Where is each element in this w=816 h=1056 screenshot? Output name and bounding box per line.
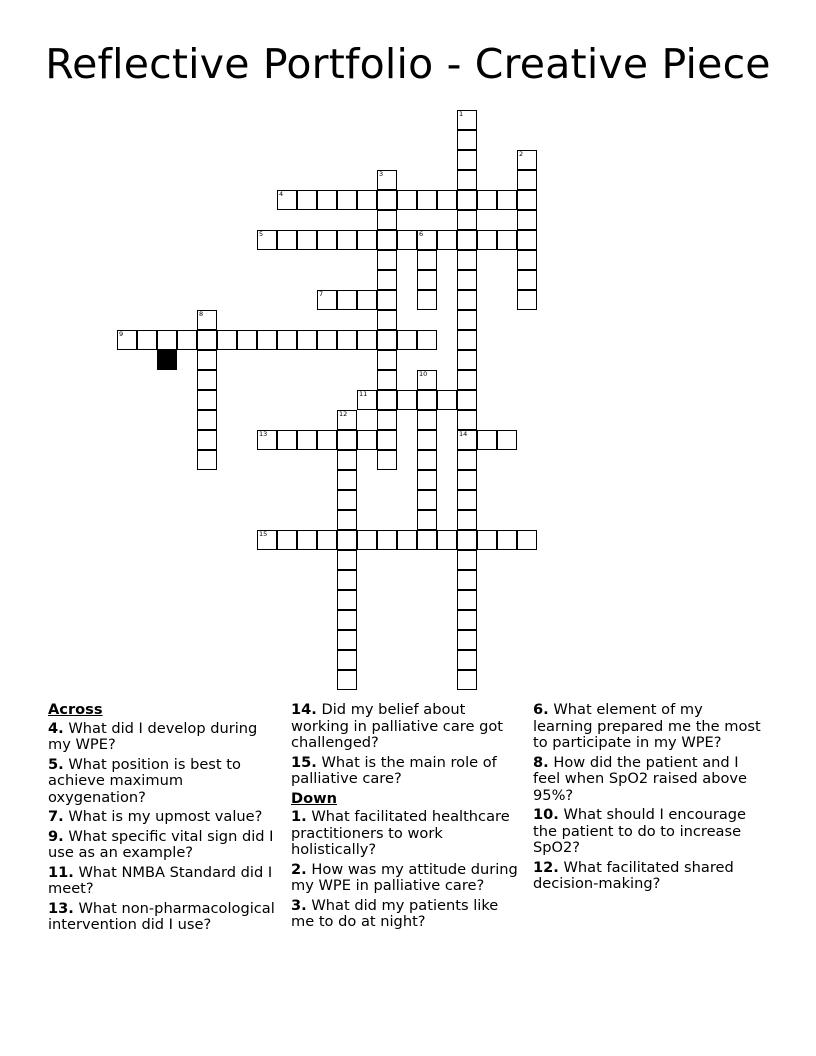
grid-cell[interactable] (457, 130, 477, 150)
grid-cell[interactable] (417, 390, 437, 410)
grid-cell[interactable] (357, 230, 377, 250)
grid-cell[interactable] (417, 250, 437, 270)
grid-cell[interactable] (357, 430, 377, 450)
grid-cell[interactable] (517, 290, 537, 310)
grid-cell[interactable] (457, 310, 477, 330)
grid-cell[interactable] (197, 310, 217, 330)
cell-number: 15 (259, 530, 268, 538)
clue-across-7: 7. What is my upmost value? (48, 808, 263, 825)
grid-cell[interactable] (377, 450, 397, 470)
grid-cell[interactable] (337, 490, 357, 510)
grid-cell[interactable] (457, 390, 477, 410)
grid-cell[interactable] (257, 230, 277, 250)
cell-number: 8 (199, 310, 204, 318)
clue-across-9: 9. What specific vital sign did I use as an example? (48, 827, 274, 861)
grid-cell[interactable] (417, 430, 437, 450)
grid-cell[interactable] (337, 510, 357, 530)
clue-down-6: 6. What element of my learning prepared me the most to participate in my WPE? (533, 701, 761, 751)
grid-cell[interactable] (377, 230, 397, 250)
grid-cell[interactable] (337, 530, 357, 550)
grid-cell[interactable] (477, 530, 497, 550)
clue-across-4: 4. What did I develop during my WPE? (48, 719, 258, 753)
grid-cell[interactable] (377, 430, 397, 450)
grid-cell[interactable] (197, 390, 217, 410)
grid-cell[interactable] (517, 150, 537, 170)
grid-cell[interactable] (457, 650, 477, 670)
grid-cell[interactable] (517, 270, 537, 290)
grid-cell[interactable] (357, 190, 377, 210)
grid-cell[interactable] (237, 330, 257, 350)
grid-cell[interactable] (257, 530, 277, 550)
across-heading: Across (48, 701, 103, 718)
grid-cell[interactable] (297, 330, 317, 350)
grid-cell[interactable] (257, 330, 277, 350)
grid-cell[interactable] (337, 410, 357, 430)
grid-cell[interactable] (377, 530, 397, 550)
grid-cell[interactable] (197, 370, 217, 390)
grid-cell[interactable] (477, 230, 497, 250)
clue-across-11: 11. What NMBA Standard did I meet? (48, 863, 273, 897)
cell-number: 11 (359, 390, 368, 398)
grid-cell[interactable] (337, 430, 357, 450)
cell-number: 2 (519, 150, 524, 158)
grid-cell[interactable] (277, 230, 297, 250)
grid-cell[interactable] (337, 450, 357, 470)
clues-column-1 (48, 702, 280, 937)
grid-cell[interactable] (417, 510, 437, 530)
grid-cell[interactable] (477, 190, 497, 210)
grid-cell[interactable] (397, 530, 417, 550)
cell-number: 1 (459, 110, 464, 118)
grid-cell[interactable] (377, 370, 397, 390)
grid-cell[interactable] (417, 370, 437, 390)
grid-cell[interactable] (457, 330, 477, 350)
grid-cell[interactable] (417, 190, 437, 210)
grid-cell[interactable] (457, 110, 477, 130)
grid-cell[interactable] (397, 330, 417, 350)
grid-cell[interactable] (457, 590, 477, 610)
grid-cell[interactable] (417, 470, 437, 490)
grid-cell[interactable] (337, 230, 357, 250)
clue-down-3: 3. What did my patients like me to do at night? (291, 896, 499, 930)
grid-cell[interactable] (397, 230, 417, 250)
grid-cell[interactable] (317, 190, 337, 210)
grid-cell[interactable] (377, 390, 397, 410)
grid-cell[interactable] (337, 570, 357, 590)
grid-cell[interactable] (277, 430, 297, 450)
grid-cell[interactable] (337, 470, 357, 490)
page-title: Reflective Portfolio - Creative Piece (45, 40, 771, 88)
clue-down-12: 12. What facilitated shared decision-making? (533, 858, 734, 892)
grid-cell[interactable] (457, 490, 477, 510)
grid-cell[interactable] (457, 230, 477, 250)
grid-cell[interactable] (437, 230, 457, 250)
grid-cell[interactable] (337, 550, 357, 570)
clues-column-2 (291, 702, 523, 934)
grid-cell[interactable] (457, 530, 477, 550)
grid-cell[interactable] (297, 190, 317, 210)
grid-cell[interactable] (337, 610, 357, 630)
grid-cell[interactable] (297, 230, 317, 250)
grid-cell[interactable] (377, 170, 397, 190)
grid-cell[interactable] (337, 630, 357, 650)
clue-down-8: 8. How did the patient and I feel when SpO2 raised above 95%? (533, 753, 748, 804)
grid-cell[interactable] (177, 330, 197, 350)
clue-across-15: 15. What is the main role of palliative care? (291, 753, 497, 787)
cell-number: 14 (459, 430, 468, 438)
grid-cell[interactable] (497, 230, 517, 250)
grid-cell[interactable] (197, 430, 217, 450)
grid-cell[interactable] (357, 390, 377, 410)
cell-number: 13 (259, 430, 268, 438)
grid-cell[interactable] (157, 330, 177, 350)
grid-cell[interactable] (197, 410, 217, 430)
grid-cell[interactable] (477, 430, 497, 450)
cell-number: 3 (379, 170, 384, 178)
grid-cell[interactable] (517, 530, 537, 550)
grid-cell[interactable] (397, 190, 417, 210)
grid-cell[interactable] (377, 290, 397, 310)
grid-cell[interactable] (317, 330, 337, 350)
grid-cell[interactable] (297, 530, 317, 550)
grid-cell[interactable] (457, 270, 477, 290)
grid-cell[interactable] (457, 430, 477, 450)
grid-cell[interactable] (417, 410, 437, 430)
grid-cell[interactable] (337, 650, 357, 670)
grid-cell[interactable] (457, 170, 477, 190)
grid-cell[interactable] (457, 570, 477, 590)
grid-cell[interactable] (457, 450, 477, 470)
grid-cell[interactable] (377, 270, 397, 290)
clue-across-13: 13. What non-pharmacological intervention did I use? (48, 899, 275, 933)
down-heading: Down (291, 789, 338, 807)
grid-cell[interactable] (357, 290, 377, 310)
grid-cell[interactable] (197, 350, 217, 370)
grid-cell[interactable] (457, 470, 477, 490)
grid-cell[interactable] (417, 330, 437, 350)
grid-cell[interactable] (417, 450, 437, 470)
cell-number: 6 (419, 230, 424, 238)
clue-across-5: 5. What position is best to achieve maximum oxygenation? (48, 755, 241, 806)
grid-cell[interactable] (197, 330, 217, 350)
cell-number: 9 (119, 330, 124, 338)
grid-cell[interactable] (317, 530, 337, 550)
grid-cell[interactable] (337, 290, 357, 310)
cell-number: 5 (259, 230, 264, 238)
grid-cell[interactable] (257, 430, 277, 450)
grid-cell[interactable] (417, 230, 437, 250)
grid-cell[interactable] (417, 270, 437, 290)
grid-cell[interactable] (457, 370, 477, 390)
grid-cell[interactable] (337, 190, 357, 210)
grid-cell[interactable] (117, 330, 137, 350)
grid-cell[interactable] (377, 190, 397, 210)
grid-cell[interactable] (437, 390, 457, 410)
black-cell (157, 350, 177, 370)
grid-cell[interactable] (457, 670, 477, 690)
grid-cell[interactable] (457, 190, 477, 210)
grid-cell[interactable] (317, 290, 337, 310)
clue-down-10: 10. What should I encourage the patient to do to increase SpO2? (533, 806, 747, 856)
grid-cell[interactable] (377, 330, 397, 350)
grid-cell[interactable] (457, 410, 477, 430)
grid-cell[interactable] (457, 630, 477, 650)
grid-cell[interactable] (457, 550, 477, 570)
clues-column-3 (533, 702, 765, 896)
grid-cell[interactable] (137, 330, 157, 350)
grid-cell[interactable] (377, 250, 397, 270)
cell-number: 7 (319, 290, 324, 298)
cell-number: 10 (419, 370, 428, 378)
clue-down-1: 1. What facilitated healthcare practitioners to work holistically? (291, 808, 510, 858)
grid-cell[interactable] (357, 530, 377, 550)
grid-cell[interactable] (517, 210, 537, 230)
grid-cell[interactable] (217, 330, 237, 350)
grid-cell[interactable] (437, 190, 457, 210)
clue-down-2: 2. How was my attitude during my WPE in palliative care? (291, 860, 518, 894)
grid-cell[interactable] (457, 150, 477, 170)
cell-number: 4 (279, 190, 284, 198)
grid-cell[interactable] (497, 190, 517, 210)
cell-number: 12 (339, 410, 348, 418)
grid-cell[interactable] (457, 610, 477, 630)
grid-cell[interactable] (457, 210, 477, 230)
grid-cell[interactable] (297, 430, 317, 450)
grid-cell[interactable] (277, 530, 297, 550)
grid-cell[interactable] (517, 190, 537, 210)
grid-cell[interactable] (457, 290, 477, 310)
grid-cell[interactable] (377, 210, 397, 230)
grid-cell[interactable] (337, 590, 357, 610)
grid-cell[interactable] (517, 170, 537, 190)
clue-across-14: 14. Did my belief about working in palliative care got challenged? (291, 701, 503, 751)
grid-cell[interactable] (277, 190, 297, 210)
grid-cell[interactable] (357, 330, 377, 350)
grid-cell[interactable] (377, 350, 397, 370)
grid-cell[interactable] (497, 430, 517, 450)
grid-cell[interactable] (437, 530, 457, 550)
grid-cell[interactable] (317, 430, 337, 450)
grid-cell[interactable] (377, 310, 397, 330)
grid-cell[interactable] (417, 490, 437, 510)
grid-cell[interactable] (517, 250, 537, 270)
grid-cell[interactable] (417, 290, 437, 310)
grid-cell[interactable] (457, 350, 477, 370)
grid-cell[interactable] (277, 330, 297, 350)
grid-cell[interactable] (497, 530, 517, 550)
grid-cell[interactable] (197, 450, 217, 470)
grid-cell[interactable] (337, 330, 357, 350)
grid-cell[interactable] (337, 670, 357, 690)
grid-cell[interactable] (457, 510, 477, 530)
grid-cell[interactable] (517, 230, 537, 250)
grid-cell[interactable] (317, 230, 337, 250)
grid-cell[interactable] (457, 250, 477, 270)
grid-cell[interactable] (417, 530, 437, 550)
grid-cell[interactable] (377, 410, 397, 430)
grid-cell[interactable] (397, 390, 417, 410)
